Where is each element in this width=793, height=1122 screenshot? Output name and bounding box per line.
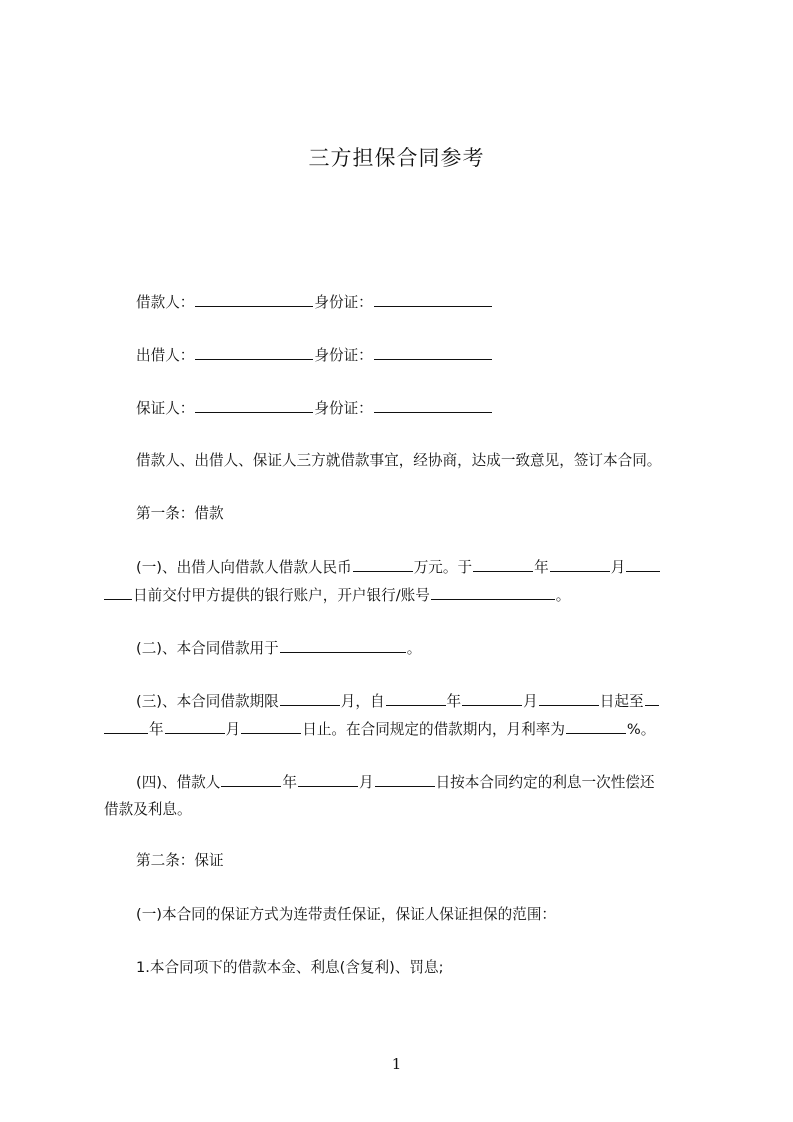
borrower-name-blank xyxy=(195,292,313,307)
end-day-blank xyxy=(241,719,301,734)
start-month-blank xyxy=(462,691,522,706)
lender-id-blank xyxy=(374,345,492,360)
article1-clause4-line2: 借款及利息。 xyxy=(104,801,192,818)
end-month-blank xyxy=(165,719,225,734)
term-blank xyxy=(280,691,340,706)
account-blank xyxy=(431,585,555,600)
repay-month-blank xyxy=(298,772,358,787)
guarantor-id-label: 身份证： xyxy=(314,400,373,417)
clause1-end: 。 xyxy=(555,587,571,604)
month-label: 月 xyxy=(340,693,356,710)
month-label: 月 xyxy=(225,721,241,738)
clause3-text: ，自 xyxy=(355,693,385,710)
lender-name-blank xyxy=(195,345,313,360)
amount-blank xyxy=(353,557,413,572)
article1-clause3-line1 xyxy=(136,691,736,712)
guarantor-label: 保证人： xyxy=(136,400,195,417)
article1-heading: 第一条：借款 xyxy=(136,505,224,522)
article2-heading: 第二条：保证 xyxy=(136,852,224,869)
intro-paragraph: 借款人、出借人、保证人三方就借款事宜，经协商，达成一致意见，签订本合同。 xyxy=(136,452,662,469)
guarantor-id-blank xyxy=(374,398,492,413)
lender-line xyxy=(136,345,736,366)
month-label: 月 xyxy=(610,559,626,576)
article1-clause1-line2 xyxy=(104,585,704,606)
clause3-text: 日止。在合同规定的借款期内，月利率为 xyxy=(302,721,565,738)
borrower-id-label: 身份证： xyxy=(314,294,373,311)
guarantor-line xyxy=(136,398,736,419)
clause1-text: (一)、出借人向借款人借款人民币 xyxy=(136,559,352,576)
article1-clause3-line2 xyxy=(104,719,704,740)
clause4-text: 日按本合同约定的利息一次性偿还 xyxy=(435,774,655,791)
clause3-end: %。 xyxy=(626,721,656,738)
clause2-text: (二)、本合同借款用于 xyxy=(136,640,279,657)
clause2-end: 。 xyxy=(406,640,422,657)
clause4-text: (四)、借款人 xyxy=(136,774,221,791)
year-label: 年 xyxy=(149,721,164,738)
clause3-text: 日起至 xyxy=(599,693,644,710)
month-label: 月 xyxy=(358,774,374,791)
borrower-line xyxy=(136,292,736,313)
guarantor-name-blank xyxy=(195,398,313,413)
repay-year-blank xyxy=(221,772,281,787)
article2-clause1: (一)本合同的保证方式为连带责任保证，保证人保证担保的范围： xyxy=(136,906,557,923)
article1-clause2 xyxy=(136,638,736,659)
lender-label: 出借人： xyxy=(136,347,195,364)
article1-clause4-line1 xyxy=(136,772,736,793)
article1-clause1-line1 xyxy=(136,557,736,578)
end-year-blank-cont xyxy=(104,719,148,734)
repay-day-blank xyxy=(375,772,435,787)
lender-id-label: 身份证： xyxy=(314,347,373,364)
day-blank-cont xyxy=(104,585,132,600)
page-number: 1 xyxy=(391,1055,402,1073)
day-blank xyxy=(626,557,660,572)
rate-blank xyxy=(566,719,626,734)
clause3-text: (三)、本合同借款期限 xyxy=(136,693,279,710)
month-label: 月 xyxy=(523,693,538,710)
document-title: 三方担保合同参考 xyxy=(308,146,485,170)
end-year-blank xyxy=(645,691,659,706)
clause1-text: 日前交付甲方提供的银行账户，开户银行/账号 xyxy=(133,587,430,604)
month-blank xyxy=(550,557,610,572)
start-year-blank xyxy=(386,691,446,706)
year-label: 年 xyxy=(446,693,462,710)
article2-item1: 1.本合同项下的借款本金、利息(含复利)、罚息; xyxy=(136,959,444,976)
borrower-label: 借款人： xyxy=(136,294,195,311)
borrower-id-blank xyxy=(374,292,492,307)
purpose-blank xyxy=(280,638,406,653)
year-label: 年 xyxy=(282,774,297,791)
start-day-blank xyxy=(539,691,599,706)
year-blank xyxy=(473,557,533,572)
year-label: 年 xyxy=(534,559,549,576)
clause1-text: 万元。于 xyxy=(413,559,473,576)
